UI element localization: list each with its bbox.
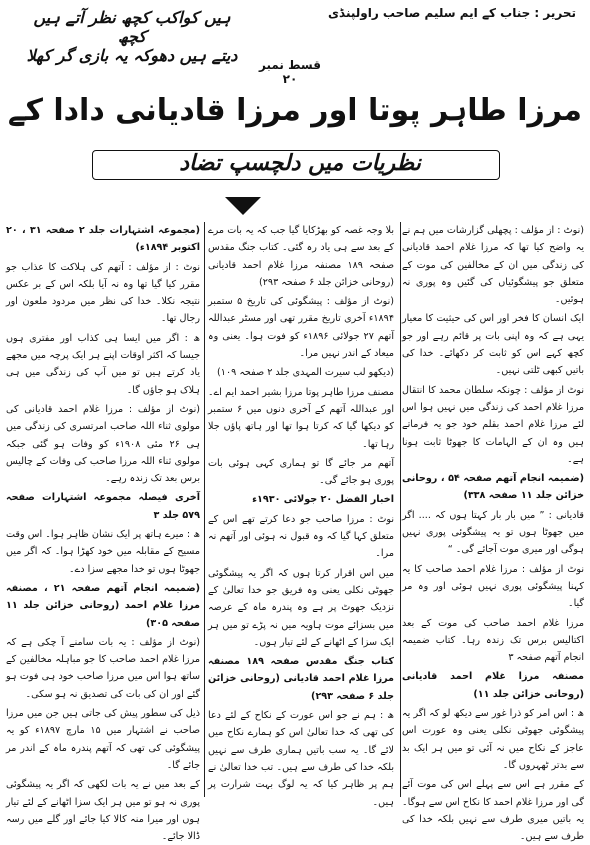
page-headline: مرزا طاہر پوتا اور مرزا قادیانی دادا کے xyxy=(7,93,582,128)
header-couplet xyxy=(22,8,242,65)
column-paragraph: مصنف مرزا طاہر پوتا مرزا بشیر احمد ایم اے۔ اور عبداللہ آتھم کے آخری دنوں میں ۶ ستمبر کو دیکھا گیا کہ کرتا ہوا تھا اور ہاتھ پاؤں جلا رہا تھا۔ xyxy=(208,386,394,450)
column-paragraph: ذیل کی سطور پیش کی جاتی ہیں جن میں مرزا صاحب نے اشتہار میں ۱۵ مارچ ۱۸۹۷ء کو یہ پیشگوئی کی تھی کہ آتھم پندرہ ماہ کے اندر مر جائے گا۔ xyxy=(6,708,200,771)
column-paragraph: بلا وجہ غصہ کو بھڑکایا گیا جب کہ یہ بات مرے کے بعد سے ہی یاد رہ گئی۔ کتاب جنگ مقدس صفحہ ۱۸۹ مصنفہ مرزا غلام احمد قادیانی (روحانی خزائن جلد ۶ صفحہ ۲۹۳) xyxy=(208,225,394,288)
column-paragraph: نوٹ : از مؤلف : آتھم کی ہلاکت کا عذاب جو مقرر کیا گیا تھا وہ نہ آیا بلکہ اس کے بر عکس نتیجہ نکلا۔ خدا کی نظر میں مردود ملعون اور رجال تھا۔ xyxy=(6,261,200,325)
column-paragraph: کے بعد میں نے یہ بات لکھی کہ اگر یہ پیشگوئی پوری نہ ہو تو میں ہر ایک سزا اٹھانے کے لئے تیار ہوں اور میرا منہ کالا کیا جائے اور گلے میں رسہ ڈالا جائے۔ xyxy=(6,779,200,843)
column-divider xyxy=(204,222,205,797)
column-paragraph: نوٹ از مؤلف : چونکہ سلطان محمد کا انتقال مرزا غلام احمد کی زندگی میں نہیں ہوا اس لئے مرزا غلام احمد بقلم خود جو یہ فرماتے ہیں وہ ان کے الہامات کا جھوٹا ثابت ہونا ہے۔ xyxy=(402,384,584,465)
down-arrow-icon xyxy=(225,197,261,215)
column-paragraph: نوٹ از مؤلف : مرزا غلام احمد صاحب کا یہ کہنا پیشگوئی پوری نہیں ہوئی اور وہ مر گیا۔ xyxy=(402,563,584,610)
column-paragraph: میں اس اقرار کرتا ہوں کہ اگر یہ پیشگوئی جھوٹی نکلی یعنی وہ فریق جو خدا تعالیٰ کے نزدیک جھوٹ پر ہے وہ پندرہ ماہ کے عرصہ میں بسزائے موت ہاویہ میں نہ پڑے تو میں ہر ایک سزا کے اٹھانے کے لئے تیار ہوں۔ xyxy=(208,567,394,648)
column-paragraph: (مجموعہ اشتہارات جلد ۲ صفحہ ۳۱ ، ۲۰ اکتوبر ۱۸۹۴ء) xyxy=(6,225,200,254)
column-paragraph: (نوٹ از مؤلف : مرزا غلام احمد قادیانی کی مولوی ثناء اللہ صاحب امرتسری کی زندگی میں ہی ۲۶ مئی ۱۹۰۸ء کو وفات ہو گئی جبکہ مولوی ثناء اللہ مرزا صاحب کی وفات کے چالیس برس بعد تک زندہ رہے۔ xyxy=(6,403,200,485)
column-paragraph: آتھم مر جائے گا تو ہماری کہی ہوئی بات پوری ہو جائے گی۔ xyxy=(208,457,394,487)
column-paragraph: ھ : اگر میں ایسا ہی کذاب اور مفتری ہوں جیسا کہ اکثر اوقات اپنے ہر ایک پرچہ میں مجھے یاد کرتے ہیں تو میں آپ کی زندگی میں ہی ہلاک ہو جاؤں گا۔ xyxy=(6,332,200,396)
couplet-line: ہیں کواکب کچھ نظر آتے ہیں کچھ xyxy=(33,8,231,46)
column-paragraph: (ضمیمہ انجام آتھم صفحہ ۵۴ ، روحانی خزائن جلد ۱۱ صفحہ ۳۳۸) xyxy=(402,473,584,502)
author-byline: تحریر : جناب کے ایم سلیم صاحب راولپنڈی xyxy=(328,6,576,20)
series-number: قسط نمبر ۲۰ xyxy=(258,58,321,86)
column-paragraph: ھ : میرے ہاتھ پر ایک نشان ظاہر ہوا۔ اس وقت مسیح کے مقابلہ میں خود کھڑا ہوا۔ کہ اگر میں جھوٹا ہوں تو خدا مجھے سزا دے۔ xyxy=(6,529,200,575)
page-subheadline: نظریات میں دلچسپ تضاد xyxy=(179,151,421,176)
column-left xyxy=(6,222,200,843)
column-paragraph: (نوٹ : از مؤلف : پچھلی گزارشات میں ہم نے یہ واضح کیا تھا کہ مرزا غلام احمد قادیانی کی زندگی میں ان کے مخالفین کی موت کے متعلق جو پیشگوئیاں کی گئیں وہ پوری نہ ہوئیں۔ xyxy=(402,225,584,306)
column-paragraph: مرزا غلام احمد صاحب کی موت کے بعد اکتالیس برس تک زندہ رہا۔ کتاب ضمیمہ انجام آتھم صفحہ ۳ xyxy=(402,617,584,664)
column-paragraph: (نوٹ از مؤلف : یہ بات سامنے آ چکی ہے کہ مرزا غلام احمد صاحب کا جو مباہلہ مخالفین کے ساتھ ہوا اس میں مرزا صاحب خود ہی فوت ہو گئے اور ان کی بات کی تصدیق نہ ہو سکی۔ xyxy=(6,636,200,700)
column-paragraph: (نوٹ از مؤلف : پیشگوئی کی تاریخ ۵ ستمبر ۱۸۹۴ء آخری تاریخ مقرر تھی اور مسٹر عبداللہ آتھم ۲۷ جولائی ۱۸۹۶ء کو فوت ہوا۔ یعنی وہ میعاد کے اندر نہیں مرا۔ xyxy=(208,296,394,360)
column-paragraph: قادیانی : ” میں بار بار کہتا ہوں کہ .... اگر میں جھوٹا ہوں تو یہ پیشگوئی پوری نہیں ہوگی اور میری موت آجائے گی۔ “ xyxy=(402,509,584,556)
column-paragraph: ھ : ہم نے جو اس عورت کے نکاح کے لئے دعا کی تھی کہ خدا تعالیٰ اس کو ہمارے نکاح میں لائے گا۔ یہ سب باتیں ہماری طرف سے نہیں بلکہ خدا کی طرف سے ہیں۔ تب خدا تعالیٰ نے ہم پر ظاہر کیا کہ یہ لوگ بہت شرارت پر ہیں۔ xyxy=(208,710,394,808)
column-right xyxy=(402,222,584,843)
column-paragraph: آخری فیصلہ مجموعہ اشتہارات صفحہ ۵۷۹ جلد ۳ xyxy=(6,492,200,521)
column-divider xyxy=(400,222,401,797)
column-paragraph: مصنفہ مرزا غلام احمد قادیانی (روحانی خزائن جلد ۱۱) xyxy=(402,671,584,700)
column-paragraph: اخبار الفضل ۲۰ جولائی ۱۹۳۰ء xyxy=(252,494,394,506)
column-paragraph: نوٹ : مرزا صاحب جو دعا کرتے تھے اس کے متعلق کہا گیا کہ وہ قبول نہ ہوئی اور آتھم نہ مرا۔ xyxy=(208,513,394,560)
column-paragraph: (دیکھو لب سیرت المہدی جلد ۲ صفحہ ۱۰۹) xyxy=(217,367,394,379)
column-paragraph: کتاب جنگ مقدس صفحہ ۱۸۹ مصنفہ مرزا غلام احمد قادیانی (روحانی خزائن جلد ۶ صفحہ ۲۹۳) xyxy=(208,656,394,702)
couplet-line: دیتے ہیں دھوکہ یہ بازی گر کھلا xyxy=(26,46,238,65)
column-paragraph: ھ : اس امر کو ذرا غور سے دیکھ لو کہ اگر یہ پیشگوئی جھوٹی نکلی یعنی وہ عورت اس عاجز کے نکاح میں نہ آئی تو میں ہر ایک بد سے بدتر ٹھہروں گا۔ xyxy=(402,708,584,771)
column-middle xyxy=(208,222,394,808)
column-paragraph: (ضمیمہ انجام آتھم صفحہ ۲۱ ، مصنفہ مرزا غلام احمد (روحانی خزائن جلد ۱۱ صفحہ ۳۰۵) xyxy=(6,582,200,629)
column-paragraph: ایک انسان کا فخر اور اس کی حیثیت کا معیار یہی ہے کہ وہ اپنی بات پر قائم رہے اور جو کچھ کہے اس کو ثابت کر دکھائے۔ خدا کی باتیں کبھی ٹلتی نہیں۔ xyxy=(402,313,584,377)
column-paragraph: کے مقرر ہے اس سے پہلے اس کی موت آئے گی اور مرزا غلام احمد کا نکاح اس سے ہوگا۔ یہ باتیں میری طرف سے نہیں بلکہ خدا کی طرف سے ہیں۔ xyxy=(402,779,584,843)
